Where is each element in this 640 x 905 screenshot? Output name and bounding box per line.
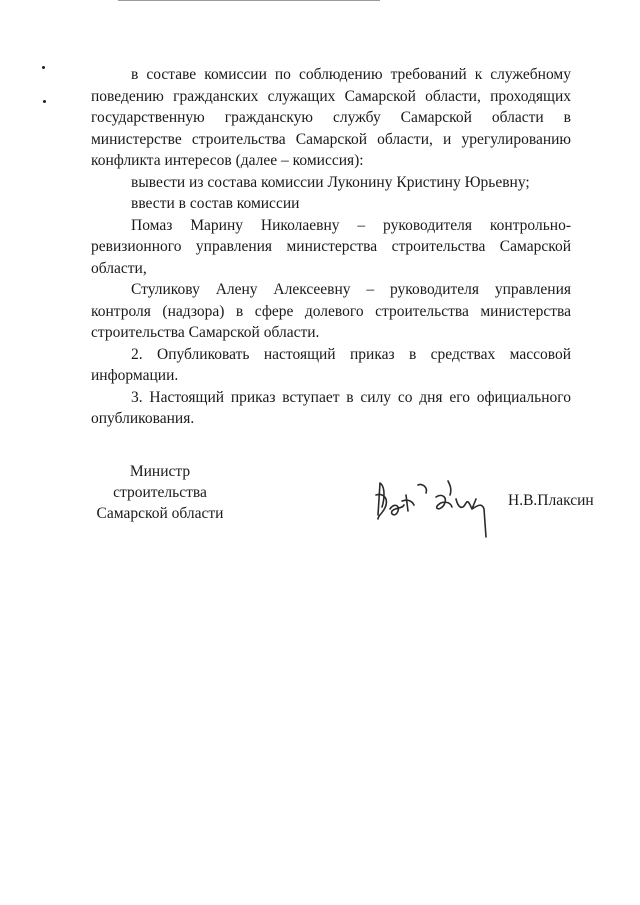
remove-member-paragraph: вывести из состава комиссии Луконину Кристину Юрьевну; <box>131 173 530 191</box>
new-member-pomaz: Помаз Марину Николаевну – руководителя контрольно-ревизионного управления министерства строительства Самарской области, <box>91 216 571 277</box>
position-line: Министр <box>129 463 191 480</box>
handwritten-signature <box>372 475 500 545</box>
document-body <box>91 64 571 430</box>
scan-speck <box>42 66 45 69</box>
scan-speck <box>43 100 46 103</box>
item-2-paragraph: 2. Опубликовать настоящий приказ в средствах массовой информации. <box>91 345 571 384</box>
new-member-stulikova: Стуликову Алену Алексеевну – руководителя управления контроля (надзора) в сфере долевого строительства министерства строительства Самарской области. <box>91 281 571 341</box>
signatory-position <box>95 461 225 524</box>
add-members-paragraph: ввести в состав комиссии <box>131 195 300 212</box>
top-scan-rule <box>118 0 380 1</box>
position-line: Самарской области <box>96 505 224 522</box>
item-3-paragraph: 3. Настоящий приказ вступает в силу со дня его официального опубликования. <box>91 388 571 427</box>
commission-paragraph: в составе комиссии по соблюдению требований к служебному поведению гражданских служащих Самарской области, проходящих государственную гражданскую службу Самарской области в министерстве строительства Самарской области, и урегулированию конфликта интересов (далее – комиссия): <box>91 66 571 169</box>
signer-name: Н.В.Плаксин <box>508 492 594 509</box>
position-line: строительства <box>113 484 207 501</box>
